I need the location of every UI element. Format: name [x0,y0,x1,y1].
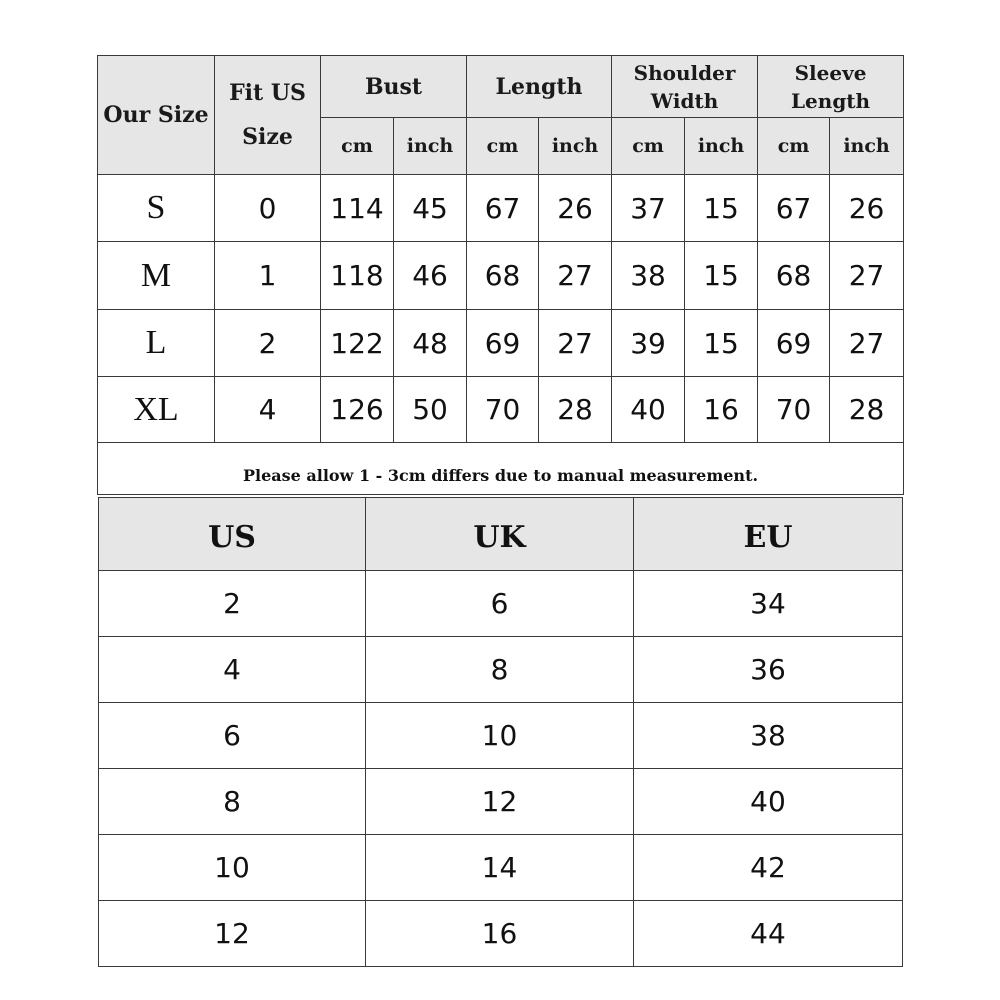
sleeve-length-header [758,56,904,118]
shoulder-header-line1: Shoulder [633,60,736,85]
shoulder-inch-value: 15 [685,310,758,377]
us-value: 2 [99,571,366,637]
conversion-header-row [99,498,903,571]
eu-value: 42 [634,835,903,901]
bust-inch-value: 45 [394,175,467,242]
sleeve-inch-unit: inch [830,118,904,175]
measurement-note: Please allow 1 - 3cm differs due to manual measurement. [98,443,904,495]
us-value: 12 [99,901,366,967]
fit-us-header-line2: Size [242,124,293,150]
sleeve-cm-value: 68 [758,242,830,310]
size-row-l [98,310,904,377]
sleeve-inch-value: 26 [830,175,904,242]
uk-value: 6 [366,571,634,637]
sleeve-inch-value: 27 [830,310,904,377]
sleeve-inch-value: 27 [830,242,904,310]
bust-cm-value: 122 [321,310,394,377]
bust-cm-unit: cm [321,118,394,175]
size-conversion-table [98,497,903,967]
eu-value: 38 [634,703,903,769]
conversion-row [99,637,903,703]
eu-value: 44 [634,901,903,967]
conversion-row [99,901,903,967]
length-inch-value: 26 [539,175,612,242]
length-inch-value: 27 [539,310,612,377]
uk-value: 8 [366,637,634,703]
length-cm-value: 67 [467,175,539,242]
sleeve-header-line2: Length [790,88,871,113]
shoulder-cm-value: 37 [612,175,685,242]
length-cm-value: 68 [467,242,539,310]
shoulder-cm-unit: cm [612,118,685,175]
size-chart-table [97,55,904,495]
size-label: S [98,175,215,242]
eu-value: 34 [634,571,903,637]
length-header: Length [467,56,612,118]
size-chart-note-row [98,443,904,495]
shoulder-cm-value: 40 [612,377,685,443]
sleeve-cm-value: 67 [758,175,830,242]
eu-value: 40 [634,769,903,835]
uk-value: 16 [366,901,634,967]
fit-us-value: 1 [215,242,321,310]
size-chart-header-row [98,56,904,118]
our-size-header: Our Size [98,56,215,175]
conversion-row [99,703,903,769]
fit-us-size-header [215,56,321,175]
shoulder-header-line2: Width [650,88,719,113]
us-value: 6 [99,703,366,769]
sleeve-cm-unit: cm [758,118,830,175]
length-cm-value: 70 [467,377,539,443]
fit-us-header-line1: Fit US [229,80,306,106]
bust-cm-value: 118 [321,242,394,310]
length-inch-value: 28 [539,377,612,443]
fit-us-value: 2 [215,310,321,377]
fit-us-value: 0 [215,175,321,242]
size-row-s [98,175,904,242]
us-value: 4 [99,637,366,703]
eu-header: EU [634,498,903,571]
length-inch-value: 27 [539,242,612,310]
bust-inch-unit: inch [394,118,467,175]
length-inch-unit: inch [539,118,612,175]
bust-header: Bust [321,56,467,118]
uk-value: 14 [366,835,634,901]
us-value: 8 [99,769,366,835]
us-header: US [99,498,366,571]
shoulder-inch-value: 15 [685,175,758,242]
shoulder-inch-value: 16 [685,377,758,443]
bust-cm-value: 126 [321,377,394,443]
conversion-row [99,769,903,835]
shoulder-inch-value: 15 [685,242,758,310]
us-value: 10 [99,835,366,901]
bust-inch-value: 46 [394,242,467,310]
shoulder-width-header [612,56,758,118]
size-label: L [98,310,215,377]
shoulder-cm-value: 39 [612,310,685,377]
bust-inch-value: 48 [394,310,467,377]
length-cm-value: 69 [467,310,539,377]
sleeve-header-line1: Sleeve [794,60,867,85]
bust-inch-value: 50 [394,377,467,443]
uk-value: 10 [366,703,634,769]
conversion-row [99,835,903,901]
fit-us-value: 4 [215,377,321,443]
sleeve-inch-value: 28 [830,377,904,443]
size-row-m [98,242,904,310]
shoulder-inch-unit: inch [685,118,758,175]
sleeve-cm-value: 70 [758,377,830,443]
uk-header: UK [366,498,634,571]
eu-value: 36 [634,637,903,703]
shoulder-cm-value: 38 [612,242,685,310]
length-cm-unit: cm [467,118,539,175]
size-label: XL [98,377,215,443]
size-row-xl [98,377,904,443]
uk-value: 12 [366,769,634,835]
bust-cm-value: 114 [321,175,394,242]
size-label: M [98,242,215,310]
conversion-row [99,571,903,637]
sleeve-cm-value: 69 [758,310,830,377]
